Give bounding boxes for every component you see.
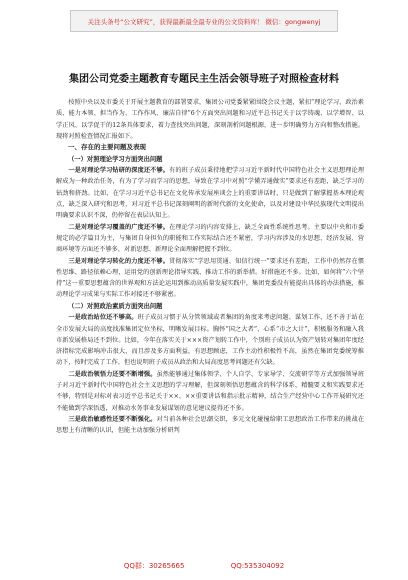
- paragraph-theory-transform: [56, 256, 364, 301]
- subsection-heading-theory: （一）对照理论学习方面突出问题: [68, 155, 163, 163]
- paragraph-text: 在理论学习的内容安排上，缺乏全面性系统性思考。主要以中央和市委规定的必学篇目为主，与集团自身担负的职能和工作实际结合还不紧密，学习内容涉及的水思想、经济发展、营商环境等方面还不够多，对新思想、新理论全面理解把握不到位。: [56, 223, 365, 254]
- paragraph-political-stance: [56, 312, 364, 368]
- paragraph-lead: 一是政治站位还不够高。: [68, 314, 138, 322]
- subsection-heading-political: （二）对照政治素质方面突出问题: [68, 302, 163, 310]
- footer-contact: [0, 561, 408, 571]
- paragraph-text: 对当前各种社会思潮交织，多元文化碰撞给职工思想政治工作带来的挑战在思想上有清晰的认识，但能主动加强分析研判: [56, 415, 365, 435]
- paragraph-lead: 一是对理论学习钻研的深度还不够。: [68, 167, 170, 175]
- paragraph-lead: 二是政治领悟力还要不断增强。: [68, 370, 157, 378]
- paragraph-lead: 三是政治敏感性还要不断强化。: [68, 415, 157, 423]
- paragraph-lead: 二是对理论学习覆盖的广度还不够。: [68, 223, 170, 231]
- paragraph-lead: 三是对理论学习转化的力度还不够。: [68, 257, 169, 265]
- footer-qq-group: QQ群：30265665: [123, 562, 185, 570]
- paragraph-theory-breadth: [56, 222, 364, 256]
- paragraph-political-understanding: [56, 369, 364, 414]
- document-title: 集团公司党委主题教育专题民主生活会领导班子对照检查材料: [69, 74, 339, 85]
- header-banner: 关注头条号“公文研究”，获得最新最全最专业的公文资料库！ 微信：gongwenyj: [70, 10, 338, 32]
- intro-paragraph: 按照中央以及市委关于开展主题教育的部署要求，集团公司党委紧紧围绕会议主题，紧扣“理论学习、政治素质、能力本领、担当作为、工作作风、廉洁自律”6个方面突出问题和习近平总书记关于以学铸魂、以学增智、以学正风、以学促干的12条具体要求，着力查找突出问题，深刻剖析问题根源，进一步明确努力方向和整改措施。现将对照检查情况汇报如下。: [56, 99, 364, 140]
- footer-qq: QQ:535304092: [230, 562, 285, 570]
- paragraph-text: 贯彻落实“学思用贯通、知信行统一”要求还有差距，工作中仍然存在惯性思维、路径依赖心理，运用党的创新理论指导实践、推动工作的新举措。好措施还不多。比如，如何将“六个坚持”这一重要思想蕴含的世界观和方法论运用到推动高质量发展实践中，集团党委没有能提出具体的办法措施，推动理论学习成果与实际工作对接还不够紧密。: [56, 257, 365, 299]
- paragraph-text: 班子成员习惯于从分管领域或者集团的角度来考虑问题、谋划工作，还不善于站在全市发展大局的高度找准集团定位坐标，明晰发展目标。胸怀“国之大者”、心系“市之大计”，积极服务和融入我市新发展格局还不到位。比如，今年在落实关于×××资产划转工作中，个别班子成员认为资产划转对集团年度经济指标完成影响冲击很大，而且涉及多方面利益，有思想顾虑，工作主动性积极性不高，虽然在集团党委统筹推动下，按时完成了工作，但也说明班子成员从政治和大局高度思考问题还有欠缺。: [56, 314, 365, 367]
- document-body: [56, 97, 364, 437]
- paragraph-text: 虽然能够通过集体领学、个人自学、专家导学、交流研学等方式加强领导班子对习近平新时代中国特色社会主义思想的学习理解，但深刻领悟思想蕴含的科学体系、精髓要义和实践要求还不够，特别是对标对表习近平总书记关于××、××重要讲话和指示批示精神，结合生产经营中心工作开展研究还不能做到学深悟透，对推动水务事业发展谋划的意见建议提得还不多。: [56, 370, 365, 412]
- paragraph-political-sensitivity: [56, 414, 364, 437]
- paragraph-text: 有的班子成员秉持地把学习习近平新时代中国特色社会主义思想理论理解成为一种政治任务，有为了学习而学习的思想，导致在学习中对照“学懂弄通做实”要求还有差距，缺乏学习的钻劲和挤劲。比如，在学习习近平总书记在文化传承发展座谈会上的重要讲话时，只是做到了解掌握基本理论观点，缺乏深入研究和思考，对习近平总书记深刻阐明的新时代新的文化使命，以及对建设中华民族现代文明提出明确要求认识不深，仍停留在表层认知上。: [56, 167, 365, 220]
- paragraph-theory-depth: [56, 165, 364, 221]
- section-heading-problems: 一、存在的主要问题及表现: [68, 143, 146, 152]
